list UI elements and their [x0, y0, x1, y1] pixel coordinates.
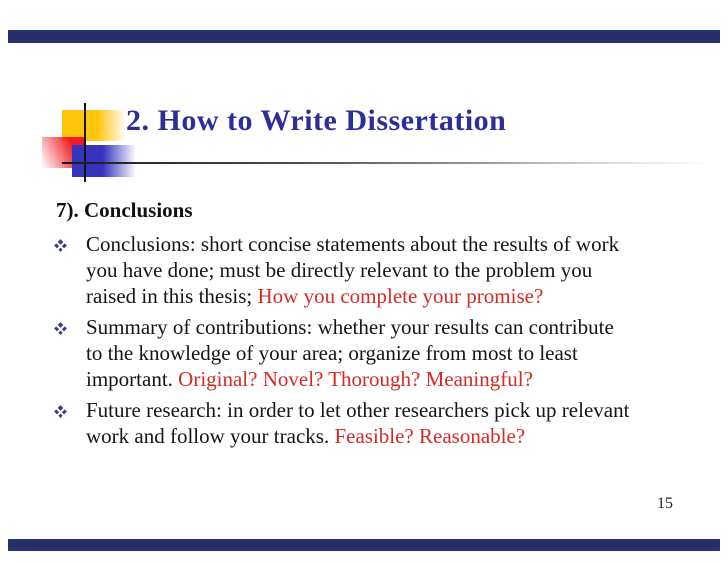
vertical-cross-line — [84, 103, 86, 182]
four-diamond-bullet-icon — [54, 405, 67, 418]
four-diamond-bullet-icon — [54, 322, 67, 335]
bullet-item — [53, 314, 629, 392]
bullet-item — [53, 231, 629, 309]
bullet-text: Summary of contributions: whether your results can contribute to the knowledge of your area; organize from most to least important. Original? Novel? Thorough? Meaningful? — [86, 315, 614, 391]
title-underline — [62, 162, 710, 164]
bullet-text: Conclusions: short concise statements about the results of work you have done; must be directly relevant to the problem you raised in this thesis; How you complete your promise? — [86, 232, 620, 308]
bottom-border-bar — [8, 539, 720, 551]
page-number: 15 — [657, 495, 673, 512]
section-heading: 7). Conclusions — [56, 198, 193, 222]
top-border-bar — [8, 30, 720, 43]
bullet-item — [53, 397, 629, 449]
blue-square-decoration — [72, 145, 136, 177]
bullet-text: Future research: in order to let other researchers pick up relevant work and follow your tracks. Feasible? Reasonable? — [86, 398, 630, 448]
bullet-list — [53, 231, 629, 454]
four-diamond-bullet-icon — [54, 239, 67, 252]
slide-title: 2. How to Write Dissertation — [126, 104, 507, 137]
